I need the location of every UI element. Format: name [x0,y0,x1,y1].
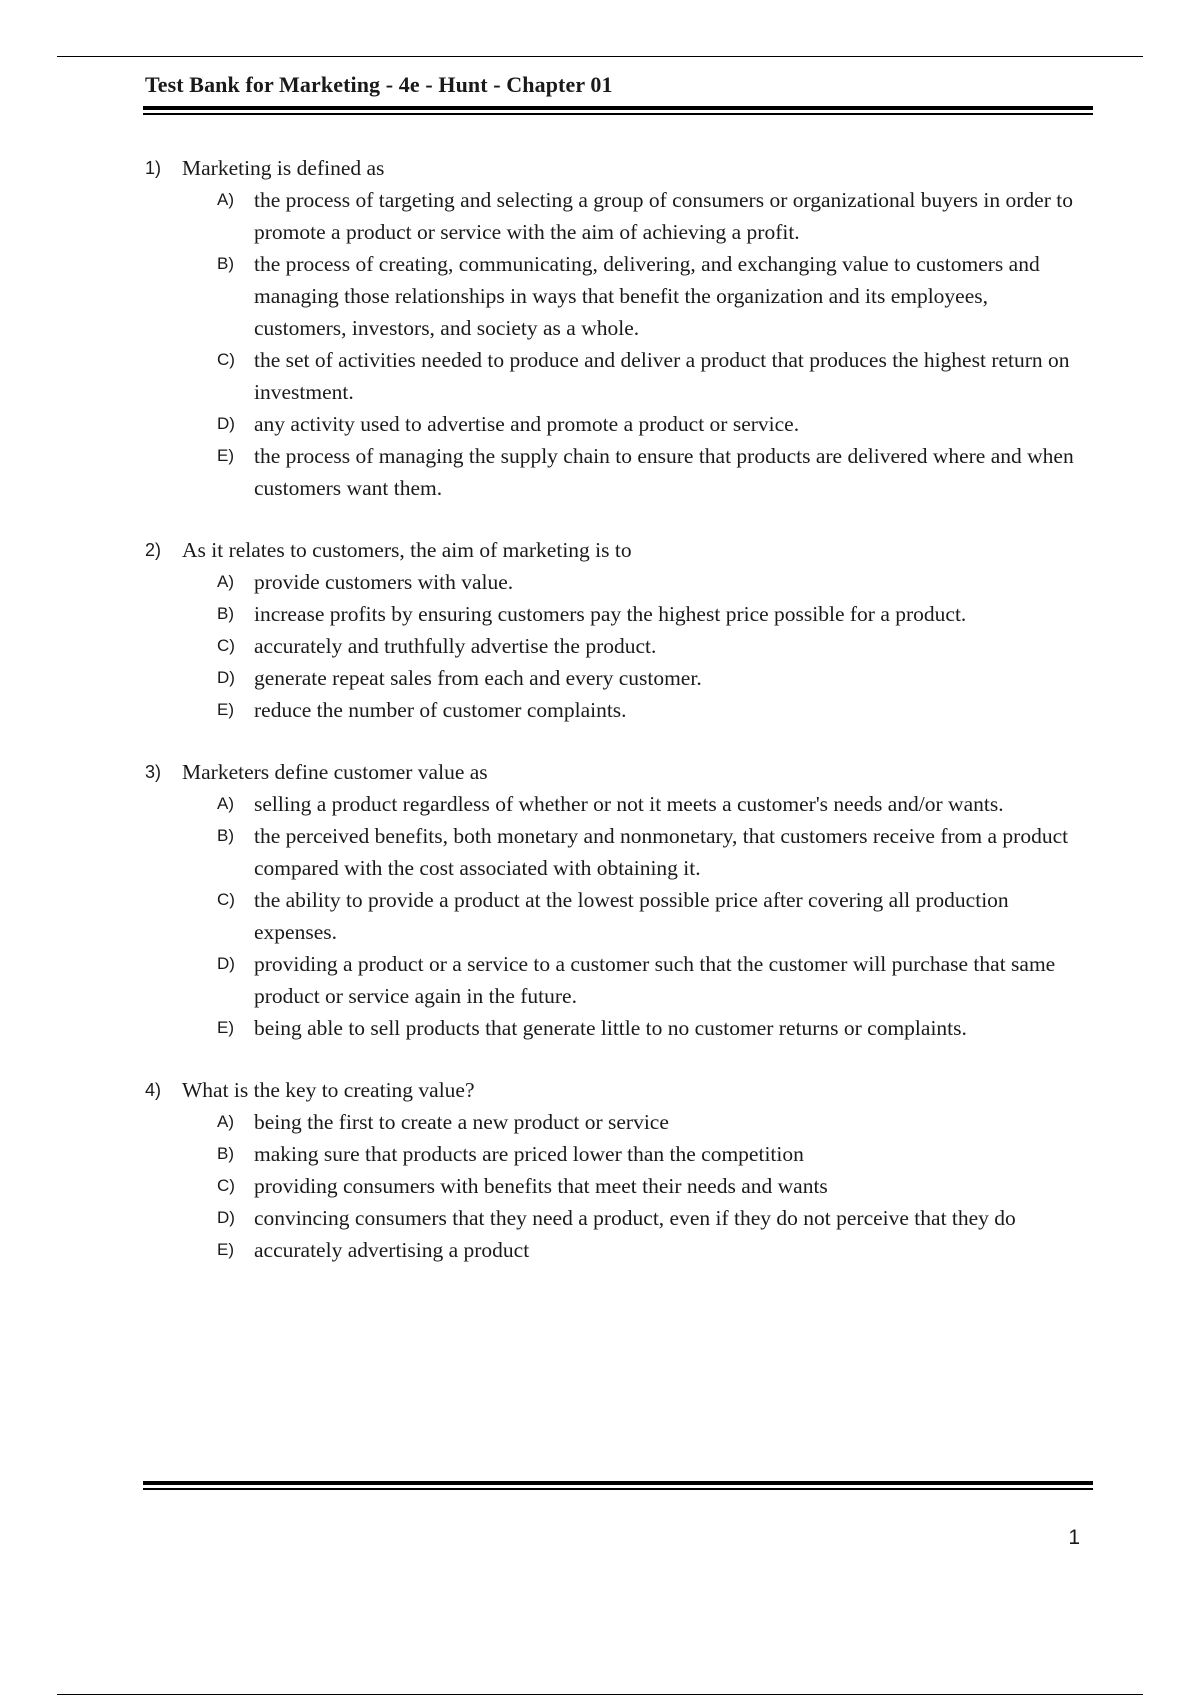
option-label: B) [217,1144,234,1163]
option-label: E) [217,1018,234,1037]
option-label: D) [217,1208,235,1227]
answer-option-c [217,884,1105,948]
answer-option-e [217,440,1105,504]
option-text: being able to sell products that generate little to no customer returns or complaints. [254,1016,967,1040]
answer-option-e [217,694,1105,726]
option-text: being the first to create a new product or service [254,1110,669,1134]
option-text: reduce the number of customer complaints. [254,698,627,722]
answer-options [145,1106,1105,1266]
answer-options [145,788,1105,1044]
answer-option-a [217,566,1105,598]
option-text: the perceived benefits, both monetary and nonmonetary, that customers receive from a product compared with the cost associated with obtaining it. [254,824,1069,880]
answer-option-e [217,1012,1105,1044]
question-4 [145,1074,1105,1266]
answer-option-d [217,662,1105,694]
question-3 [145,756,1105,1044]
footer-divider-thin-line [143,1488,1093,1490]
option-label: B) [217,254,234,273]
question-number: 3) [145,762,162,782]
option-text: accurately and truthfully advertise the product. [254,634,657,658]
option-label: B) [217,826,234,845]
header-divider [143,106,1093,117]
option-text: the ability to provide a product at the lowest possible price after covering all production expenses. [254,888,1009,944]
option-label: A) [217,1112,234,1131]
option-label: D) [217,414,235,433]
answer-option-a [217,1106,1105,1138]
answer-option-b [217,598,1105,630]
option-text: selling a product regardless of whether or not it meets a customer's needs and/or wants. [254,792,1004,816]
answer-option-d [217,948,1105,1012]
question-number: 1) [145,158,162,178]
header-divider-thin-line [143,113,1093,115]
option-text: increase profits by ensuring customers pay the highest price possible for a product. [254,602,967,626]
question-text: What is the key to creating value? [182,1078,475,1102]
answer-option-b [217,248,1105,344]
answer-option-e [217,1234,1105,1266]
option-text: provide customers with value. [254,570,514,594]
answer-option-c [217,1170,1105,1202]
footer-divider [143,1481,1093,1492]
option-text: making sure that products are priced lower than the competition [254,1142,804,1166]
page-number: 1 [1068,1526,1080,1549]
answer-option-a [217,788,1105,820]
answer-options [145,184,1105,504]
answer-options [145,566,1105,726]
header-divider-thick-line [143,106,1093,110]
option-label: E) [217,700,234,719]
option-label: C) [217,636,235,655]
answer-option-b [217,1138,1105,1170]
answer-option-d [217,1202,1105,1234]
option-label: C) [217,350,235,369]
option-label: C) [217,890,235,909]
question-text: Marketers define customer value as [182,760,488,784]
question-number: 2) [145,540,162,560]
option-label: E) [217,1240,234,1259]
option-label: D) [217,668,235,687]
option-text: the set of activities needed to produce and deliver a product that produces the highest return on investment. [254,348,1070,404]
option-label: E) [217,446,234,465]
option-text: the process of creating, communicating, delivering, and exchanging value to customers and managing those relationships in ways that benefit the organization and its employees, customers, investors, and society as a whole. [254,252,1040,340]
question-stem [145,534,1105,566]
question-2 [145,534,1105,726]
option-text: providing a product or a service to a customer such that the customer will purchase that same product or service again in the future. [254,952,1056,1008]
option-text: accurately advertising a product [254,1238,530,1262]
question-stem [145,152,1105,184]
answer-option-d [217,408,1105,440]
answer-option-a [217,184,1105,248]
footer-divider-thick-line [143,1481,1093,1485]
page-bottom-border [57,1694,1143,1695]
question-list [145,152,1105,1296]
question-stem [145,756,1105,788]
document-title: Test Bank for Marketing - 4e - Hunt - Chapter 01 [145,72,613,97]
question-text: As it relates to customers, the aim of marketing is to [182,538,632,562]
option-text: providing consumers with benefits that meet their needs and wants [254,1174,828,1198]
option-label: C) [217,1176,235,1195]
answer-option-b [217,820,1105,884]
question-number: 4) [145,1080,162,1100]
option-text: any activity used to advertise and promote a product or service. [254,412,800,436]
option-label: A) [217,572,234,591]
answer-option-c [217,344,1105,408]
page-top-border [57,56,1143,57]
option-text: convincing consumers that they need a product, even if they do not perceive that they do [254,1206,1016,1230]
question-stem [145,1074,1105,1106]
option-text: generate repeat sales from each and every customer. [254,666,702,690]
option-text: the process of managing the supply chain to ensure that products are delivered where and when customers want them. [254,444,1074,500]
option-label: A) [217,794,234,813]
question-1 [145,152,1105,504]
option-label: D) [217,954,235,973]
option-text: the process of targeting and selecting a group of consumers or organizational buyers in order to promote a product or service with the aim of achieving a profit. [254,188,1073,244]
question-text: Marketing is defined as [182,156,385,180]
answer-option-c [217,630,1105,662]
option-label: B) [217,604,234,623]
option-label: A) [217,190,234,209]
